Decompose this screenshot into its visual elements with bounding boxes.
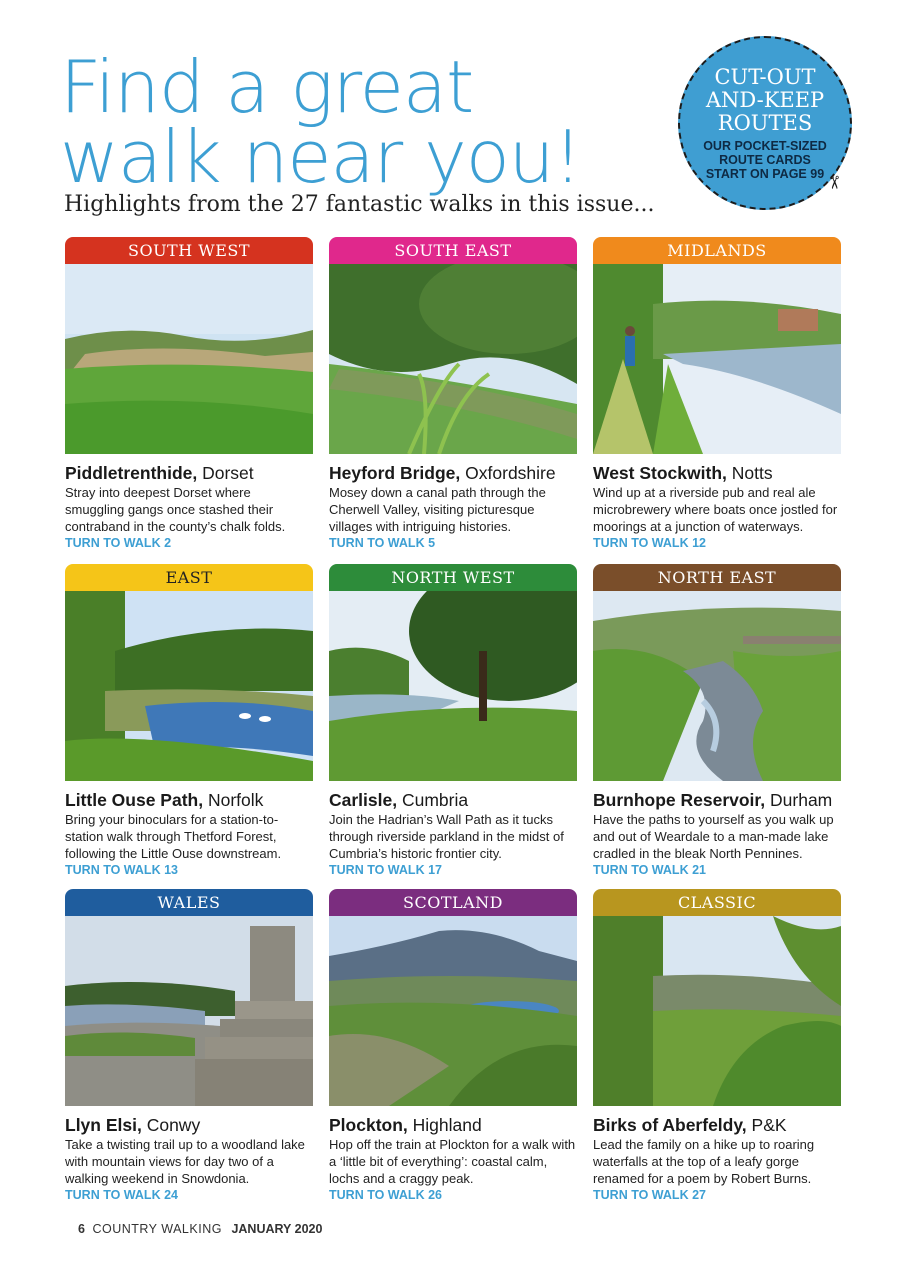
place-name <box>329 790 577 810</box>
place-title: Plockton, <box>329 1115 408 1135</box>
walk-photo <box>329 591 577 781</box>
place-county: Cumbria <box>401 790 469 810</box>
turn-to-walk-link[interactable]: TURN TO WALK 26 <box>329 1188 442 1202</box>
walk-card[interactable] <box>329 564 577 879</box>
place-name <box>65 1115 313 1135</box>
walk-photo <box>593 591 841 781</box>
place-title: Piddletrenthide, <box>65 463 198 483</box>
walk-description: Mosey down a canal path through the Cherwell Valley, visiting picturesque villages with intriguing histories. <box>329 485 546 534</box>
turn-to-walk-link[interactable]: TURN TO WALK 21 <box>593 863 706 877</box>
place-county: Highland <box>412 1115 482 1135</box>
walk-card[interactable] <box>329 889 577 1204</box>
badge-text: OUR POCKET-SIZED ROUTE CARDS START ON PAGE 99 <box>703 139 827 181</box>
walk-card[interactable] <box>65 889 313 1204</box>
region-tab: SCOTLAND <box>329 889 577 916</box>
walk-description: Hop off the train at Plockton for a walk with a ‘little bit of everything’: coastal calm, lochs and a craggy peak. <box>329 1137 576 1186</box>
walk-description: Lead the family on a hike up to roaring waterfalls at the top of a leafy gorge renamed for a poem by Robert Burns. <box>593 1137 815 1186</box>
place-title: Little Ouse Path, <box>65 790 204 810</box>
turn-to-walk-link[interactable]: TURN TO WALK 5 <box>329 536 436 550</box>
walk-description: Take a twisting trail up to a woodland lake with mountain views for day two of a walking weekend in Snowdonia. <box>65 1137 305 1186</box>
scissors-icon: ✂ <box>823 174 845 191</box>
region-tab: MIDLANDS <box>593 237 841 264</box>
place-county: Conwy <box>146 1115 201 1135</box>
walk-card[interactable] <box>65 564 313 879</box>
region-tab: WALES <box>65 889 313 916</box>
walk-photo <box>329 916 577 1106</box>
turn-to-walk-link[interactable]: TURN TO WALK 24 <box>65 1188 178 1202</box>
page-number: 6 <box>78 1222 85 1236</box>
region-tab: NORTH WEST <box>329 564 577 591</box>
place-county: Notts <box>731 463 773 483</box>
place-title: Heyford Bridge, <box>329 463 461 483</box>
place-county: Durham <box>770 790 833 810</box>
place-title: Birks of Aberfeldy, <box>593 1115 747 1135</box>
walk-card[interactable] <box>329 237 577 552</box>
place-county: Norfolk <box>207 790 264 810</box>
badge-title: CUT-OUT AND-KEEP ROUTES <box>705 65 825 135</box>
issue-date: JANUARY 2020 <box>231 1222 323 1236</box>
walk-photo <box>329 264 577 454</box>
walk-photo <box>593 264 841 454</box>
magazine-name: COUNTRY WALKING <box>92 1222 222 1236</box>
place-title: Burnhope Reservoir, <box>593 790 766 810</box>
place-name <box>329 1115 577 1135</box>
walk-photo <box>593 916 841 1106</box>
walk-photo <box>65 916 313 1106</box>
headline-line-2: walk near you! <box>60 115 582 199</box>
walk-card[interactable] <box>593 237 841 552</box>
region-tab: CLASSIC <box>593 889 841 916</box>
walk-description: Bring your binoculars for a station-to-station walk through Thetford Forest, following the Little Ouse downstream. <box>65 812 282 861</box>
walk-description: Wind up at a riverside pub and real ale microbrewery where boats once jostled for moorings at a junction of waterways. <box>593 485 838 534</box>
walk-photo <box>65 264 313 454</box>
page-footer <box>78 1222 322 1236</box>
turn-to-walk-link[interactable]: TURN TO WALK 12 <box>593 536 706 550</box>
place-county: Dorset <box>202 463 254 483</box>
place-title: Llyn Elsi, <box>65 1115 142 1135</box>
walk-description: Join the Hadrian’s Wall Path as it tucks through riverside parkland in the midst of Cumbria’s historic frontier city. <box>329 812 564 861</box>
turn-to-walk-link[interactable]: TURN TO WALK 27 <box>593 1188 706 1202</box>
walk-photo <box>65 591 313 781</box>
place-county: Oxfordshire <box>465 463 556 483</box>
walk-description: Have the paths to yourself as you walk up and out of Weardale to a man-made lake cradled in the bleak North Pennines. <box>593 812 834 861</box>
region-tab: NORTH EAST <box>593 564 841 591</box>
place-name <box>593 790 841 810</box>
place-name <box>593 1115 841 1135</box>
turn-to-walk-link[interactable]: TURN TO WALK 17 <box>329 863 442 877</box>
turn-to-walk-link[interactable]: TURN TO WALK 13 <box>65 863 178 877</box>
walk-card[interactable] <box>593 564 841 879</box>
walk-card[interactable] <box>593 889 841 1204</box>
region-tab: EAST <box>65 564 313 591</box>
walk-description: Stray into deepest Dorset where smuggling gangs once stashed their contraband in the county’s chalk folds. <box>65 485 286 534</box>
place-name <box>593 463 841 483</box>
place-name <box>65 790 313 810</box>
page-subtitle: Highlights from the 27 fantastic walks in this issue... <box>64 192 655 217</box>
place-county: P&K <box>751 1115 787 1135</box>
place-title: Carlisle, <box>329 790 398 810</box>
region-tab: SOUTH EAST <box>329 237 577 264</box>
turn-to-walk-link[interactable]: TURN TO WALK 2 <box>65 536 172 550</box>
place-name <box>65 463 313 483</box>
page-headline <box>60 45 582 199</box>
place-title: West Stockwith, <box>593 463 727 483</box>
place-name <box>329 463 577 483</box>
walk-card[interactable] <box>65 237 313 552</box>
region-tab: SOUTH WEST <box>65 237 313 264</box>
headline-line-1: Find a great <box>60 45 474 129</box>
